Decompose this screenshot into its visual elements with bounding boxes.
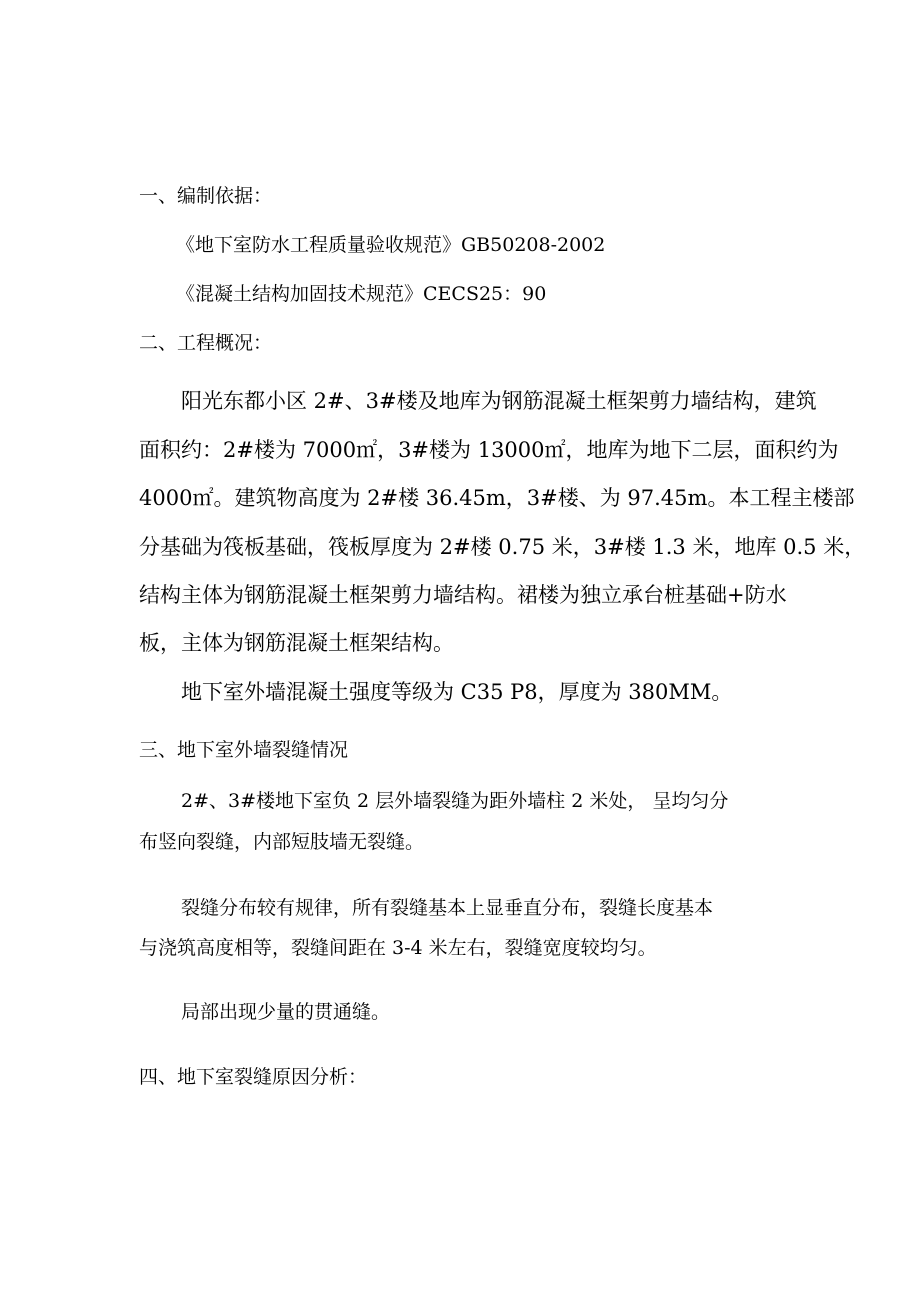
cracks-para2-line-2: 与浇筑高度相等，裂缝间距在 3-4 米左右，裂缝宽度较均匀。 [139, 937, 657, 959]
cracks-para1-line-2: 布竖向裂缝，内部短肢墙无裂缝。 [139, 831, 425, 853]
cracks-para1-line-1: 2#、3#楼地下室负 2 层外墙裂缝为距外墙柱 2 米处， 呈均匀分 [181, 790, 729, 812]
overview-line-4: 分基础为筏板基础，筏板厚度为 2#楼 0.75 米，3#楼 1.3 米，地库 0.5 米， [139, 535, 866, 559]
overview-line-5: 结构主体为钢筋混凝土框架剪力墙结构。裙楼为独立承台桩基础+防水 [139, 583, 787, 607]
section-heading-basis: 一、编制依据： [139, 185, 273, 207]
reference-waterproof-spec: 《地下室防水工程质量验收规范》GB50208-2002 [176, 234, 606, 256]
overview-line-3: 4000㎡。建筑物高度为 2#楼 36.45m，3#楼、为 97.45m。本工程主楼部 [139, 486, 855, 510]
cracks-penetrating: 局部出现少量的贯通缝。 [181, 1001, 391, 1023]
section-heading-cause-analysis: 四、地下室裂缝原因分析： [139, 1066, 368, 1088]
overview-line-6: 板，主体为钢筋混凝土框架结构。 [139, 631, 454, 655]
section-heading-cracks: 三、地下室外墙裂缝情况 [139, 739, 349, 761]
overview-line-1: 阳光东都小区 2#、3#楼及地库为钢筋混凝土框架剪力墙结构，建筑 [181, 389, 817, 413]
reference-reinforcement-spec: 《混凝土结构加固技术规范》CECS25：90 [176, 283, 547, 305]
section-heading-overview: 二、工程概况： [139, 332, 273, 354]
overview-line-2: 面积约：2#楼为 7000㎡，3#楼为 13000㎡，地库为地下二层，面积约为 [139, 438, 839, 462]
cracks-para2-line-1: 裂缝分布较有规律，所有裂缝基本上显垂直分布，裂缝长度基本 [181, 897, 714, 919]
overview-wall-concrete: 地下室外墙混凝土强度等级为 C35 P8，厚度为 380MM。 [181, 680, 733, 704]
